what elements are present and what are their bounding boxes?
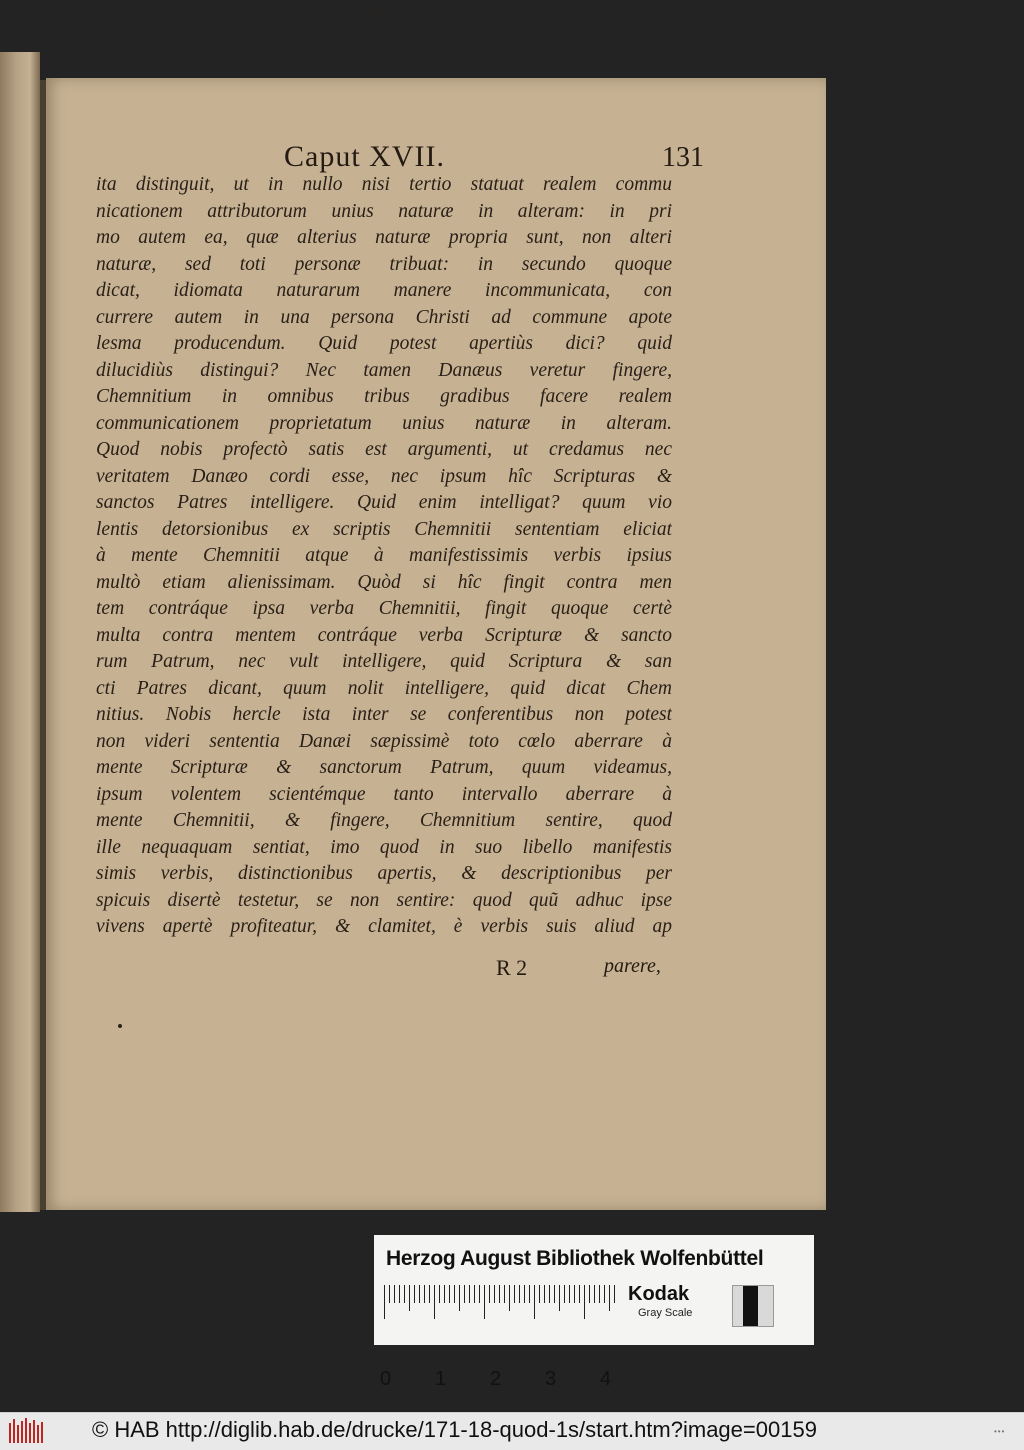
text-line: vivens apertè profiteatur, & clamitet, è verbis suis aliud ap bbox=[96, 916, 672, 937]
copyright-url: © HAB http://diglib.hab.de/drucke/171-18-quod-1s/start.htm?image=00159 bbox=[92, 1417, 817, 1442]
ruler-tick bbox=[389, 1285, 390, 1303]
black-patch bbox=[743, 1286, 758, 1326]
text-line: lentis detorsionibus ex scriptis Chemnitii sententiam eliciat bbox=[96, 518, 672, 540]
ruler-tick bbox=[609, 1285, 610, 1311]
ruler-tick bbox=[614, 1285, 615, 1303]
page-number: 131 bbox=[662, 142, 704, 173]
ruler-tick bbox=[604, 1285, 605, 1303]
ruler-tick bbox=[549, 1285, 550, 1303]
ruler-tick bbox=[409, 1285, 410, 1311]
left-page-edge bbox=[0, 52, 40, 1212]
ruler-tick bbox=[539, 1285, 540, 1303]
text-line: multò etiam alienissimam. Quòd si hîc fingit contra men bbox=[96, 571, 672, 593]
text-line: nitius. Nobis hercle ista inter se conferentibus non potest bbox=[96, 704, 672, 725]
text-line: veritatem Danæo cordi esse, nec ipsum hîc Scripturas & bbox=[96, 465, 672, 487]
ruler-tick bbox=[499, 1285, 500, 1303]
text-line: tem contráque ipsa verba Chemnitii, fingit quoque certè bbox=[96, 598, 672, 619]
ruler-tick bbox=[469, 1285, 470, 1303]
ruler-tick bbox=[559, 1285, 560, 1311]
catchword: parere, bbox=[604, 955, 661, 977]
color-reference-card bbox=[374, 1235, 814, 1390]
ruler-tick bbox=[429, 1285, 430, 1303]
text-line: currere autem in una persona Christi ad commune apote bbox=[96, 306, 672, 328]
ruler-tick bbox=[399, 1285, 400, 1303]
signature-mark: R 2 bbox=[496, 955, 528, 980]
ruler-label: 2 bbox=[490, 1368, 502, 1390]
ruler-tick bbox=[524, 1285, 525, 1303]
ruler-label: 1 bbox=[435, 1368, 447, 1390]
ruler-tick bbox=[419, 1285, 420, 1303]
ruler-tick bbox=[489, 1285, 490, 1303]
library-name: Herzog August Bibliothek Wolfenbüttel bbox=[386, 1247, 764, 1270]
ruler-label: 3 bbox=[545, 1368, 557, 1390]
ruler-label: 4 bbox=[600, 1368, 612, 1390]
ruler-tick bbox=[484, 1285, 485, 1319]
ruler-tick bbox=[439, 1285, 440, 1303]
ruler-tick bbox=[574, 1285, 575, 1303]
ruler-tick bbox=[444, 1285, 445, 1303]
kodak-brand: Kodak bbox=[628, 1283, 690, 1305]
ruler-tick bbox=[509, 1285, 510, 1311]
ruler-tick bbox=[554, 1285, 555, 1303]
text-line: dilucidiùs distingui? Nec tamen Danæus veretur fingere, bbox=[96, 359, 672, 381]
ruler-tick bbox=[454, 1285, 455, 1303]
ruler-tick bbox=[394, 1285, 395, 1303]
ruler-tick bbox=[569, 1285, 570, 1303]
ruler-tick bbox=[544, 1285, 545, 1303]
dust-speck bbox=[376, 11, 380, 15]
text-line: simis verbis, distinctionibus apertis, & descriptionibus per bbox=[96, 863, 672, 884]
ruler-tick bbox=[514, 1285, 515, 1303]
text-line: spicuis disertè testetur, se non sentire: quod quũ adhuc ipse bbox=[96, 889, 672, 911]
dust-speck bbox=[118, 1024, 122, 1028]
ruler-tick bbox=[494, 1285, 495, 1303]
ruler-tick bbox=[534, 1285, 535, 1319]
text-line: non videri sententia Danæi sæpissimè toto cœlo aberrare à bbox=[96, 730, 672, 752]
footer-dots: ••• bbox=[994, 1427, 1006, 1436]
text-line: mente Scripturæ & sanctorum Patrum, quum videamus, bbox=[96, 757, 672, 778]
ruler-tick bbox=[459, 1285, 460, 1311]
gray-scale-patch bbox=[732, 1285, 774, 1327]
ruler-tick bbox=[594, 1285, 595, 1303]
ruler-tick bbox=[474, 1285, 475, 1303]
footer-bar bbox=[0, 1412, 1024, 1450]
text-line: lesma producendum. Quid potest apertiùs dici? quid bbox=[96, 333, 672, 354]
running-head: Caput XVII. bbox=[284, 140, 445, 173]
text-line: mo autem ea, quæ alterius naturæ propria sunt, non alteri bbox=[96, 227, 672, 248]
ruler-tick bbox=[599, 1285, 600, 1303]
text-line: communicationem proprietatum unius naturæ in alteram. bbox=[96, 412, 672, 434]
ruler-tick bbox=[564, 1285, 565, 1303]
ruler-tick bbox=[579, 1285, 580, 1303]
ruler-tick bbox=[434, 1285, 435, 1319]
text-line: à mente Chemnitii atque à manifestissimis verbis ipsius bbox=[96, 545, 672, 566]
ruler-tick bbox=[464, 1285, 465, 1303]
ruler-tick bbox=[384, 1285, 385, 1319]
ruler-tick bbox=[529, 1285, 530, 1303]
ruler-tick bbox=[414, 1285, 415, 1303]
text-line: Chemnitium in omnibus tribus gradibus facere realem bbox=[96, 386, 672, 407]
ruler-tick bbox=[589, 1285, 590, 1303]
ruler-label: 0 bbox=[380, 1368, 392, 1390]
ruler-tick bbox=[479, 1285, 480, 1303]
text-line: sanctos Patres intelligere. Quid enim intelligat? quum vio bbox=[96, 492, 672, 513]
text-line: ita distinguit, ut in nullo nisi tertio statuat realem commu bbox=[96, 174, 672, 195]
text-line: cti Patres dicant, quum nolit intelligere, quid dicat Chem bbox=[96, 677, 672, 699]
text-line: Quod nobis profectò satis est argumenti, ut credamus nec bbox=[96, 439, 672, 460]
hab-logo-icon bbox=[8, 1417, 46, 1445]
ruler-tick bbox=[404, 1285, 405, 1303]
ruler-tick bbox=[584, 1285, 585, 1319]
text-line: ille nequaquam sentiat, imo quod in suo libello manifestis bbox=[96, 836, 672, 858]
text-line: ipsum volentem scientémque tanto intervallo aberrare à bbox=[96, 783, 672, 805]
text-line: naturæ, sed toti personæ tribuat: in secundo quoque bbox=[96, 253, 672, 275]
scale-ruler bbox=[380, 1285, 616, 1390]
text-line: multa contra mentem contráque verba Scripturæ & sancto bbox=[96, 624, 672, 646]
ruler-tick bbox=[424, 1285, 425, 1303]
body-text bbox=[96, 172, 672, 941]
ruler-tick bbox=[449, 1285, 450, 1303]
ruler-tick bbox=[504, 1285, 505, 1303]
gray-scale-label: Gray Scale bbox=[638, 1307, 693, 1319]
text-line: nicationem attributorum unius naturæ in alteram: in pri bbox=[96, 200, 672, 222]
text-line: rum Patrum, nec vult intelligere, quid Scriptura & san bbox=[96, 651, 672, 672]
ruler-tick bbox=[519, 1285, 520, 1303]
text-line: dicat, idiomata naturarum manere incommunicata, con bbox=[96, 280, 672, 301]
text-line: mente Chemnitii, & fingere, Chemnitium sentire, quod bbox=[96, 810, 672, 831]
